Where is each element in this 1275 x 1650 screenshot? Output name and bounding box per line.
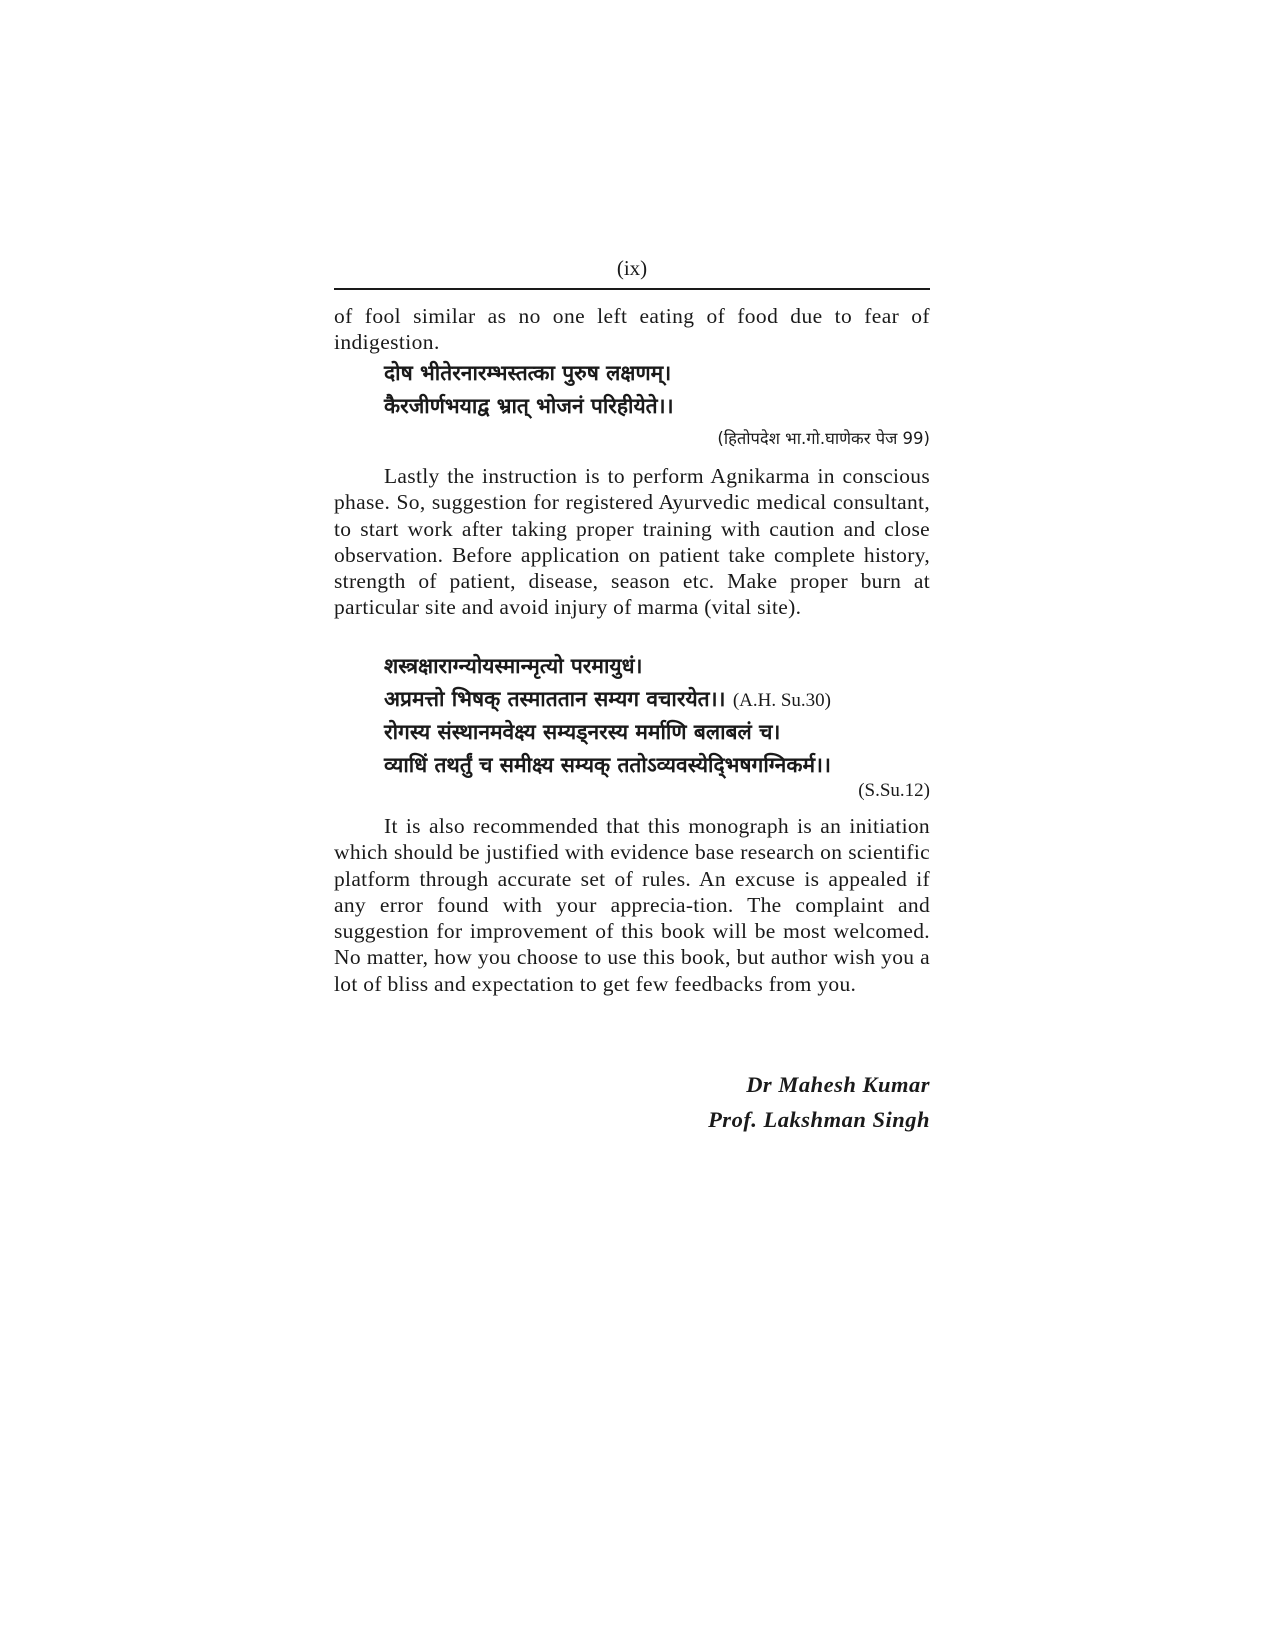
paragraph-fool-indigestion: of fool similar as no one left eating of food due to fear of indigestion. [334, 304, 930, 355]
verse2-citation: (S.Su.12) [858, 780, 930, 801]
paragraph-agnikarma-instruction: Lastly the instruction is to perform Agnikarma in conscious phase. So, suggestion for registered Ayurvedic medical consultant, to start work after taking proper training with caution and close observation. Before application on patient take complete history, strength of patient, disease, season etc. Make proper burn at particular site and avoid injury of marma (vital site). [334, 464, 930, 620]
verse2-line2 [384, 683, 930, 717]
verse1-citation: (हितोपदेश भा.गो.घाणेकर पेज 99) [717, 429, 930, 448]
verse1-line2: कैरजीर्णभयाद्व भ्रात् भोजनं परिहीयेते।। [384, 394, 674, 418]
signature-author1: Dr Mahesh Kumar [746, 1072, 930, 1097]
verse2-line2-text: अप्रमत्तो भिषक् तस्माततान सम्यग वचारयेत।। [384, 687, 726, 711]
page-number: (ix) [616, 256, 648, 280]
verse2-line3: रोगस्य संस्थानमवेक्ष्य सम्यड्नरस्य मर्माणि बलाबलं च। [384, 720, 781, 744]
verse2-line4: व्याधिं तथर्तुं च समीक्ष्य सम्यक् ततोऽव्यवस्येदि्भषगग्निकर्म।। [384, 753, 831, 777]
header-rule [334, 288, 930, 290]
verse2-line1: शस्त्रक्षाराग्न्योयस्मान्मृत्यो परमायुधं। [384, 654, 643, 678]
paragraph-recommendation: It is also recommended that this monograph is an initiation which should be justified with evidence base research on scientific platform through accurate set of rules. An excuse is appealed if any error found with your apprecia-tion. The complaint and suggestion for improvement of this book will be most welcomed. No matter, how you choose to use this book, but author wish you a lot of bliss and expectation to get few feedbacks from you. [334, 814, 930, 996]
signature-author2: Prof. Lakshman Singh [708, 1107, 930, 1132]
verse2-line2-reference: (A.H. Su.30) [732, 690, 831, 711]
verse1-line1: दोष भीतेरनारम्भस्तत्का पुरुष लक्षणम्। [384, 361, 672, 385]
